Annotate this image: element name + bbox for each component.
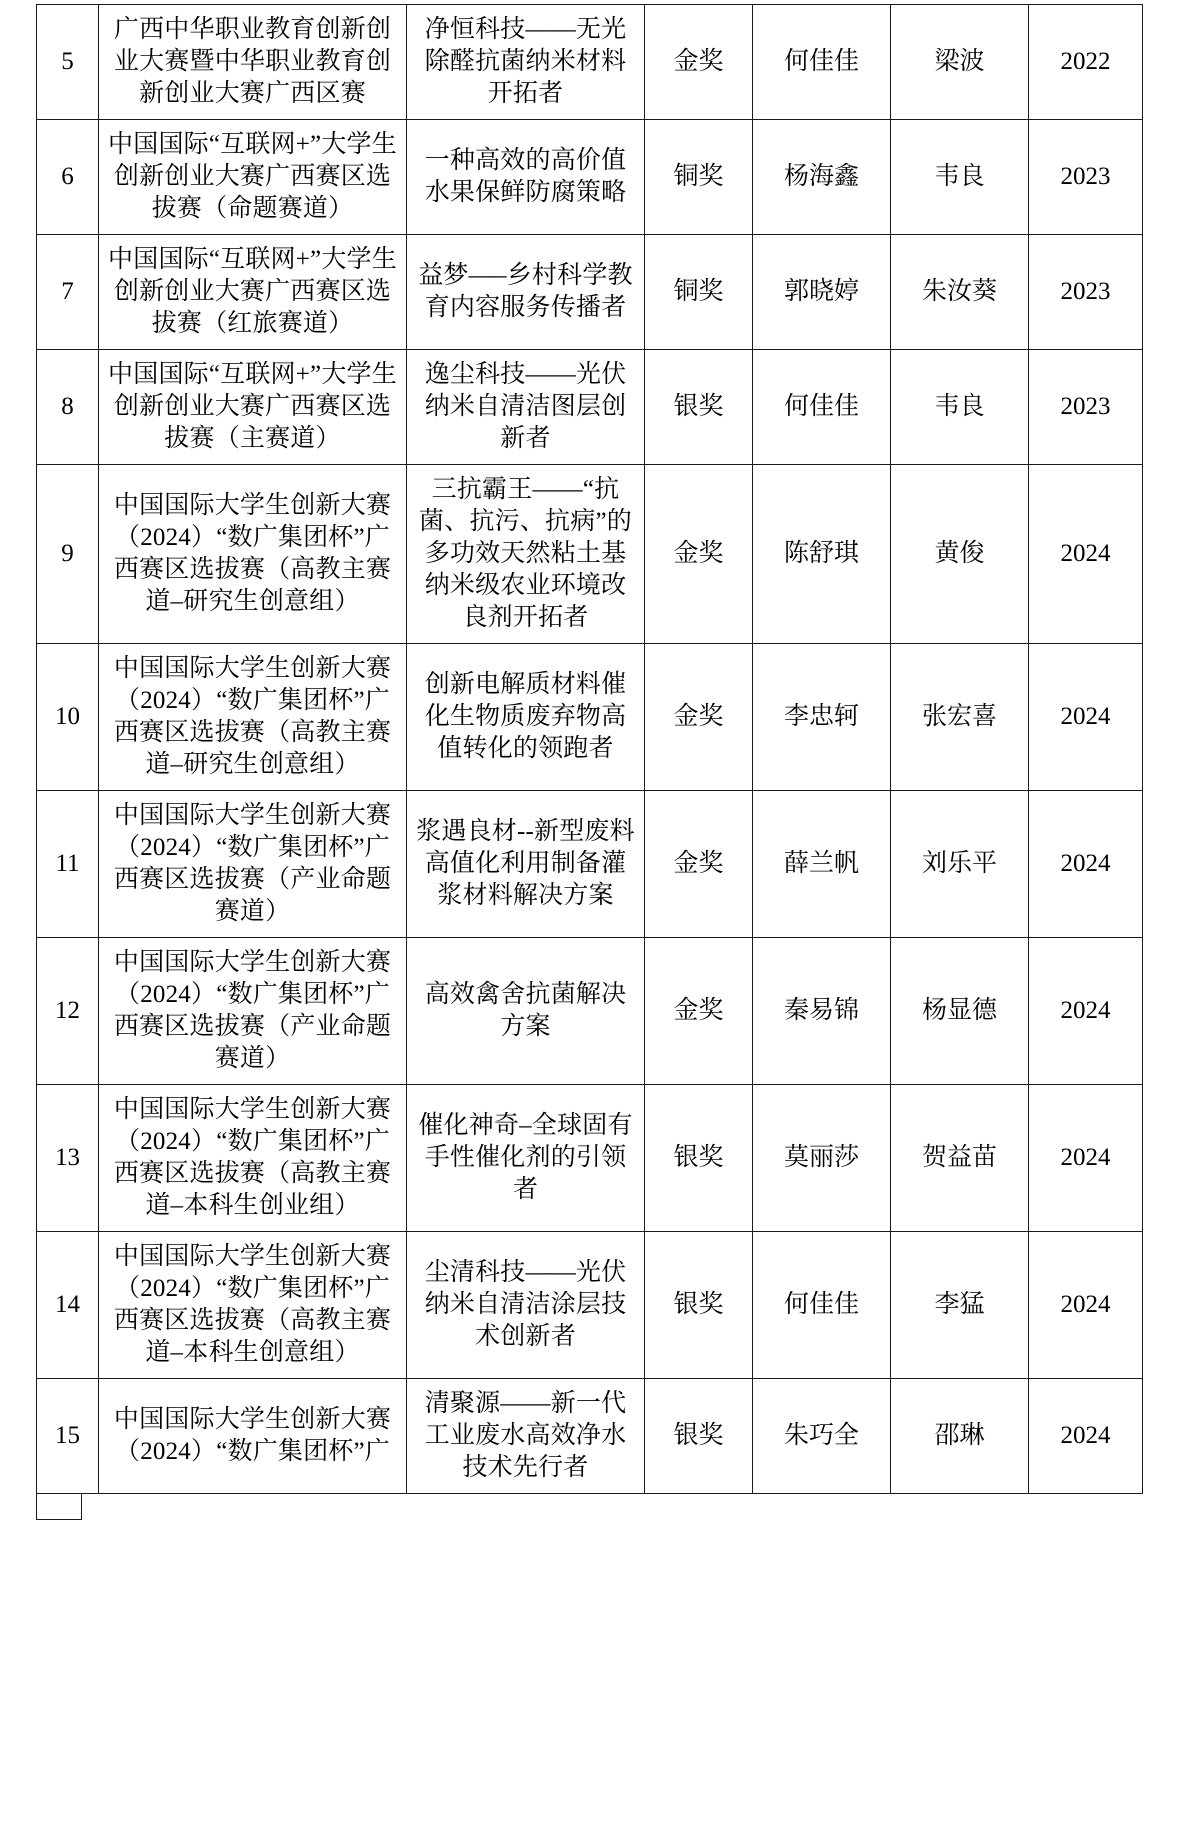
table-row xyxy=(37,120,1143,235)
cell-student-name: 朱巧全 xyxy=(753,1379,891,1494)
cell-year: 2023 xyxy=(1029,120,1143,235)
cell-competition-name: 中国国际大学生创新大赛（2024）“数广集团杯”广 xyxy=(99,1379,407,1494)
cell-competition-name: 中国国际大学生创新大赛（2024）“数广集团杯”广西赛区选拔赛（高教主赛道–本科生创业组） xyxy=(99,1085,407,1232)
cell-year: 2024 xyxy=(1029,1085,1143,1232)
cell-serial-number: 5 xyxy=(37,5,99,120)
table-row xyxy=(37,235,1143,350)
cell-student-name: 郭晓婷 xyxy=(753,235,891,350)
cell-competition-name: 中国国际大学生创新大赛（2024）“数广集团杯”广西赛区选拔赛（高教主赛道–本科生创意组） xyxy=(99,1232,407,1379)
cell-serial-number: 11 xyxy=(37,791,99,938)
cell-student-name: 李忠轲 xyxy=(753,644,891,791)
cell-teacher-name: 邵琳 xyxy=(891,1379,1029,1494)
table-row xyxy=(37,644,1143,791)
table-row xyxy=(37,791,1143,938)
cell-serial-number: 7 xyxy=(37,235,99,350)
cell-project-name: 益梦–––乡村科学教育内容服务传播者 xyxy=(407,235,645,350)
cell-project-name: 逸尘科技——光伏纳米自清洁图层创新者 xyxy=(407,350,645,465)
cell-teacher-name: 杨显德 xyxy=(891,938,1029,1085)
cell-teacher-name: 韦良 xyxy=(891,350,1029,465)
cell-serial-number: 13 xyxy=(37,1085,99,1232)
cell-serial-number: 6 xyxy=(37,120,99,235)
cell-award-level: 银奖 xyxy=(645,1085,753,1232)
cell-teacher-name: 韦良 xyxy=(891,120,1029,235)
table-row xyxy=(37,5,1143,120)
cell-serial-number: 14 xyxy=(37,1232,99,1379)
cell-award-level: 金奖 xyxy=(645,791,753,938)
cell-teacher-name: 贺益苗 xyxy=(891,1085,1029,1232)
table-row xyxy=(37,1379,1143,1494)
cell-student-name: 莫丽莎 xyxy=(753,1085,891,1232)
cell-teacher-name: 刘乐平 xyxy=(891,791,1029,938)
cell-award-level: 金奖 xyxy=(645,644,753,791)
cell-student-name: 陈舒琪 xyxy=(753,465,891,644)
continuation-cell-stub xyxy=(36,1494,82,1520)
cell-teacher-name: 梁波 xyxy=(891,5,1029,120)
cell-year: 2024 xyxy=(1029,644,1143,791)
cell-project-name: 高效禽舍抗菌解决方案 xyxy=(407,938,645,1085)
cell-serial-number: 10 xyxy=(37,644,99,791)
cell-project-name: 三抗霸王——“抗菌、抗污、抗病”的多功效天然粘土基纳米级农业环境改良剂开拓者 xyxy=(407,465,645,644)
cell-project-name: 浆遇良材--新型废料高值化利用制备灌浆材料解决方案 xyxy=(407,791,645,938)
cell-year: 2024 xyxy=(1029,465,1143,644)
cell-year: 2022 xyxy=(1029,5,1143,120)
award-records-table xyxy=(36,4,1143,1494)
table-row xyxy=(37,1232,1143,1379)
cell-year: 2023 xyxy=(1029,235,1143,350)
cell-award-level: 铜奖 xyxy=(645,235,753,350)
cell-student-name: 何佳佳 xyxy=(753,350,891,465)
cell-award-level: 银奖 xyxy=(645,1379,753,1494)
cell-competition-name: 中国国际大学生创新大赛（2024）“数广集团杯”广西赛区选拔赛（产业命题赛道） xyxy=(99,938,407,1085)
table-body xyxy=(37,5,1143,1494)
cell-competition-name: 中国国际大学生创新大赛（2024）“数广集团杯”广西赛区选拔赛（产业命题赛道） xyxy=(99,791,407,938)
cell-student-name: 薛兰帆 xyxy=(753,791,891,938)
cell-competition-name: 中国国际大学生创新大赛（2024）“数广集团杯”广西赛区选拔赛（高教主赛道–研究生创意组） xyxy=(99,465,407,644)
cell-award-level: 金奖 xyxy=(645,5,753,120)
table-row xyxy=(37,350,1143,465)
cell-project-name: 一种高效的高价值水果保鲜防腐策略 xyxy=(407,120,645,235)
cell-student-name: 杨海鑫 xyxy=(753,120,891,235)
cell-project-name: 净恒科技——无光除醛抗菌纳米材料开拓者 xyxy=(407,5,645,120)
cell-year: 2024 xyxy=(1029,1232,1143,1379)
cell-project-name: 清聚源——新一代工业废水高效净水技术先行者 xyxy=(407,1379,645,1494)
cell-teacher-name: 张宏喜 xyxy=(891,644,1029,791)
cell-student-name: 秦易锦 xyxy=(753,938,891,1085)
cell-award-level: 金奖 xyxy=(645,465,753,644)
cell-year: 2024 xyxy=(1029,791,1143,938)
cell-serial-number: 12 xyxy=(37,938,99,1085)
cell-competition-name: 中国国际“互联网+”大学生创新创业大赛广西赛区选拔赛（主赛道） xyxy=(99,350,407,465)
cell-serial-number: 15 xyxy=(37,1379,99,1494)
cell-teacher-name: 黄俊 xyxy=(891,465,1029,644)
cell-project-name: 尘清科技——光伏纳米自清洁涂层技术创新者 xyxy=(407,1232,645,1379)
cell-project-name: 创新电解质材料催化生物质废弃物高值转化的领跑者 xyxy=(407,644,645,791)
cell-serial-number: 8 xyxy=(37,350,99,465)
table-row xyxy=(37,1085,1143,1232)
cell-serial-number: 9 xyxy=(37,465,99,644)
table-row xyxy=(37,465,1143,644)
cell-year: 2024 xyxy=(1029,1379,1143,1494)
cell-student-name: 何佳佳 xyxy=(753,5,891,120)
cell-project-name: 催化神奇–全球固有手性催化剂的引领者 xyxy=(407,1085,645,1232)
cell-award-level: 银奖 xyxy=(645,350,753,465)
cell-award-level: 金奖 xyxy=(645,938,753,1085)
cell-award-level: 银奖 xyxy=(645,1232,753,1379)
cell-teacher-name: 李猛 xyxy=(891,1232,1029,1379)
cell-competition-name: 中国国际“互联网+”大学生创新创业大赛广西赛区选拔赛（红旅赛道） xyxy=(99,235,407,350)
cell-teacher-name: 朱汝葵 xyxy=(891,235,1029,350)
table-row xyxy=(37,938,1143,1085)
cell-year: 2023 xyxy=(1029,350,1143,465)
cell-award-level: 铜奖 xyxy=(645,120,753,235)
cell-competition-name: 广西中华职业教育创新创业大赛暨中华职业教育创新创业大赛广西区赛 xyxy=(99,5,407,120)
table-continuation-marker xyxy=(36,1494,1142,1520)
cell-competition-name: 中国国际大学生创新大赛（2024）“数广集团杯”广西赛区选拔赛（高教主赛道–研究生创意组） xyxy=(99,644,407,791)
cell-year: 2024 xyxy=(1029,938,1143,1085)
cell-competition-name: 中国国际“互联网+”大学生创新创业大赛广西赛区选拔赛（命题赛道） xyxy=(99,120,407,235)
cell-student-name: 何佳佳 xyxy=(753,1232,891,1379)
